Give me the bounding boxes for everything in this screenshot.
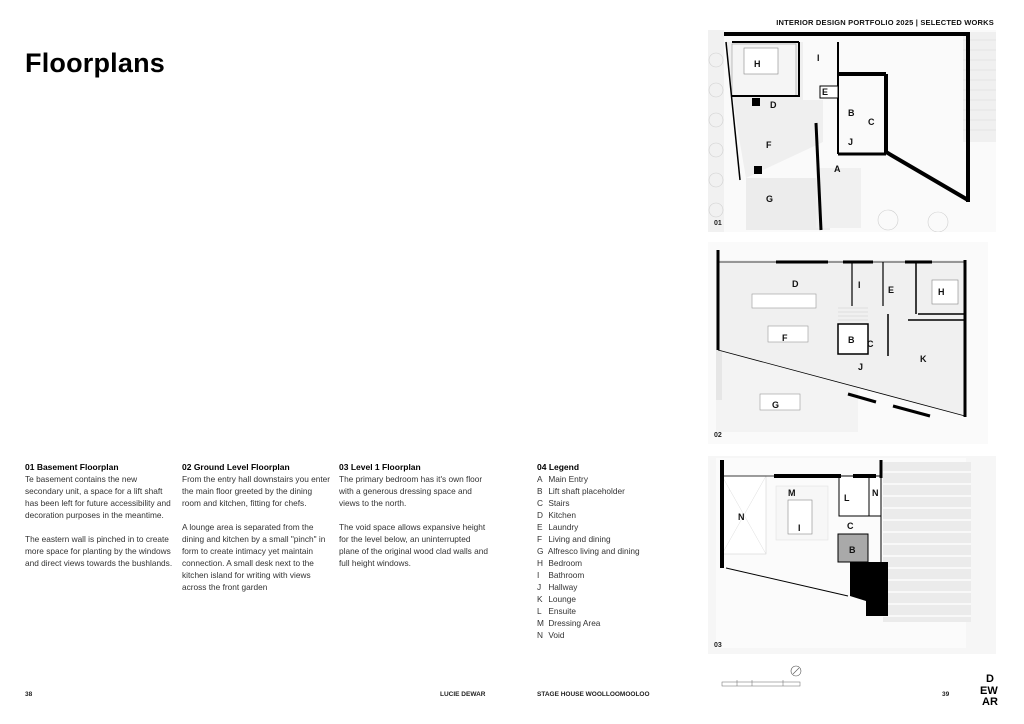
legend-item: H Bedroom bbox=[537, 558, 582, 568]
legend-item: F Living and dining bbox=[537, 534, 611, 544]
legend-heading: 04 Legend bbox=[537, 462, 580, 472]
room-label: H bbox=[938, 287, 945, 297]
room-label: B bbox=[848, 108, 855, 118]
paragraph: The void space allows expansive height for the level below, an uninterrupted plane of the original wood clad walls and full height windows. bbox=[339, 522, 488, 568]
room-label: K bbox=[920, 354, 927, 364]
plan-number: 02 bbox=[714, 432, 722, 439]
page-number-right: 39 bbox=[942, 691, 950, 698]
room-label: F bbox=[766, 140, 772, 150]
legend-item: E Laundry bbox=[537, 522, 579, 532]
legend-item: I Bathroom bbox=[537, 570, 585, 580]
section-heading: 02 Ground Level Floorplan bbox=[182, 462, 290, 472]
room-label: H bbox=[754, 59, 761, 69]
svg-text:D: D bbox=[986, 673, 994, 685]
legend-item: A Main Entry bbox=[537, 474, 588, 484]
section-heading: 01 Basement Floorplan bbox=[25, 462, 119, 472]
page-number-left: 38 bbox=[25, 691, 33, 698]
level-1-floorplan bbox=[708, 456, 996, 654]
legend-item: B Lift shaft placeholder bbox=[537, 486, 625, 496]
room-label: D bbox=[770, 100, 777, 110]
room-label: B bbox=[848, 335, 855, 345]
header-caption: INTERIOR DESIGN PORTFOLIO 2025 | SELECTED WORKS bbox=[776, 18, 994, 27]
legend-item: G Alfresco living and dining bbox=[537, 546, 640, 556]
dewar-logo-icon bbox=[980, 672, 1002, 706]
plan-number: 03 bbox=[714, 642, 722, 649]
svg-text:EW: EW bbox=[980, 685, 998, 697]
room-label: J bbox=[848, 137, 854, 147]
legend-item: C Stairs bbox=[537, 498, 570, 508]
room-label: C bbox=[867, 339, 874, 349]
svg-text:AR: AR bbox=[982, 696, 998, 706]
basement-floorplan bbox=[708, 30, 996, 232]
room-label: D bbox=[792, 279, 799, 289]
room-label: F bbox=[782, 333, 788, 343]
legend-list bbox=[537, 473, 687, 641]
legend-item: J Hallway bbox=[537, 582, 578, 592]
room-label: N bbox=[872, 488, 879, 498]
legend-item: K Lounge bbox=[537, 594, 576, 604]
room-label: E bbox=[888, 285, 895, 295]
legend-item: N Void bbox=[537, 630, 565, 640]
level-1-description bbox=[339, 462, 489, 581]
basement-plan-drawing bbox=[708, 30, 996, 232]
room-label: E bbox=[822, 87, 829, 97]
paragraph: The eastern wall is pinched in to create more space for planting by the windows and direct views towards the bushlands. bbox=[25, 534, 173, 568]
scale-bar-icon bbox=[720, 665, 802, 695]
legend-item: D Kitchen bbox=[537, 510, 576, 520]
room-label: G bbox=[766, 194, 774, 204]
author-name: LUCIE DEWAR bbox=[440, 691, 486, 698]
paragraph: From the entry hall downstairs you enter the main floor greeted by the dining room and kitchen, fitting for chefs. bbox=[182, 474, 331, 508]
room-label: I bbox=[817, 53, 820, 63]
ground-floorplan bbox=[708, 242, 988, 444]
paragraph: The primary bedroom has it's own floor with a generous dressing space and views to the north. bbox=[339, 474, 483, 508]
plan-number: 01 bbox=[714, 220, 722, 227]
page-title: Floorplans bbox=[25, 48, 166, 78]
paragraph: A lounge area is separated from the dining and kitchen by a small "pinch" in form to create intimacy yet maintain connection. A small desk next to the kitchen island for writing with views across the front garden bbox=[182, 522, 326, 592]
ground-level-description bbox=[182, 462, 332, 605]
room-label: L bbox=[844, 493, 850, 503]
ground-plan-drawing bbox=[708, 242, 988, 444]
project-name: STAGE HOUSE WOOLLOOMOOLOO bbox=[537, 691, 650, 698]
room-label: G bbox=[772, 400, 780, 410]
room-label: A bbox=[834, 164, 841, 174]
level-1-plan-drawing bbox=[708, 456, 996, 654]
room-label: J bbox=[858, 362, 864, 372]
legend bbox=[537, 462, 687, 641]
room-label: C bbox=[847, 521, 854, 531]
room-label: M bbox=[788, 488, 796, 498]
legend-item: L Ensuite bbox=[537, 606, 576, 616]
room-label: C bbox=[868, 117, 875, 127]
room-label: I bbox=[798, 523, 801, 533]
room-label: N bbox=[738, 512, 745, 522]
basement-description bbox=[25, 462, 175, 581]
paragraph: Te basement contains the new secondary unit, a space for a lift shaft has been left for future accessibility and decoration purposes in the meantime. bbox=[25, 474, 171, 520]
section-heading: 03 Level 1 Floorplan bbox=[339, 462, 421, 472]
room-label: I bbox=[858, 280, 861, 290]
room-label: B bbox=[849, 545, 856, 555]
legend-item: M Dressing Area bbox=[537, 618, 601, 628]
